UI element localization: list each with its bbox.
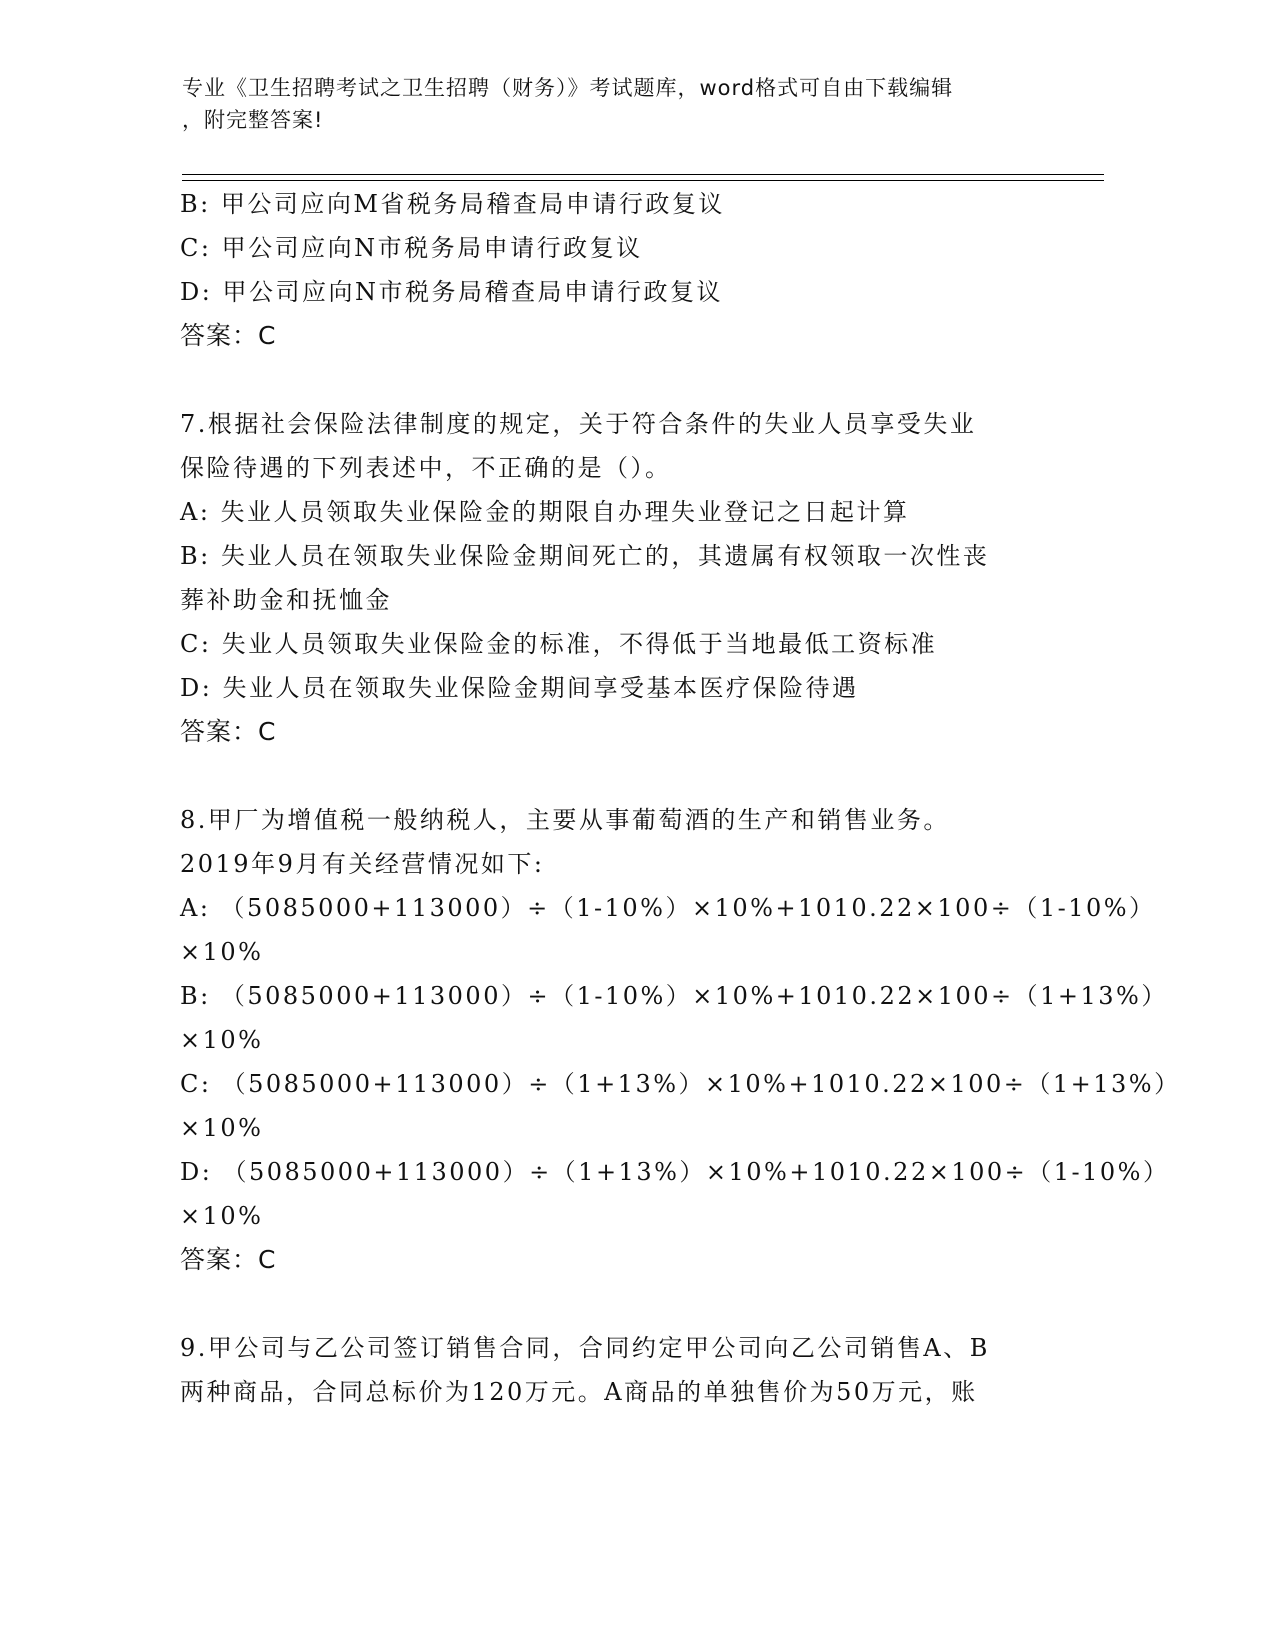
question-9: [180, 1326, 1060, 1414]
q7-option-b-line-1: B: 失业人员在领取失业保险金期间死亡的，其遗属有权领取一次性丧: [180, 542, 990, 570]
q7-option-b-line-2: 葬补助金和抚恤金: [180, 586, 392, 614]
q8-option-c-line-1: C: （5085000+113000）÷（1+13%）×10%+1010.22×100÷（1+13%）: [180, 1070, 1181, 1098]
q7-answer: 答案：C: [180, 717, 277, 746]
question-7: [180, 402, 1060, 754]
question-6-options: [180, 182, 1060, 358]
document-body: [180, 182, 1181, 1414]
q8-option-a-line-1: A: （5085000+113000）÷（1-10%）×10%+1010.22×100÷（1-10%）: [180, 894, 1156, 922]
header-line-2: ，附完整答案!: [182, 108, 324, 132]
q9-stem-line-1: 9.甲公司与乙公司签订销售合同，合同约定甲公司向乙公司销售A、B: [180, 1334, 990, 1362]
q6-option-b: B: 甲公司应向M省税务局稽查局申请行政复议: [180, 190, 725, 218]
q8-answer: 答案：C: [180, 1245, 277, 1274]
q7-option-d: D: 失业人员在领取失业保险金期间享受基本医疗保险待遇: [180, 674, 859, 702]
question-8: [180, 798, 1181, 1282]
q7-stem-line-1: 7.根据社会保险法律制度的规定，关于符合条件的失业人员享受失业: [180, 410, 977, 438]
q6-option-d: D: 甲公司应向N市税务局稽查局申请行政复议: [180, 278, 723, 306]
q8-option-d-line-1: D: （5085000+113000）÷（1+13%）×10%+1010.22×100÷（1-10%）: [180, 1158, 1170, 1186]
document-header: [182, 72, 1042, 136]
q7-stem-line-2: 保险待遇的下列表述中，不正确的是（）。: [180, 454, 672, 482]
q8-stem-line-1: 8.甲厂为增值税一般纳税人，主要从事葡萄酒的生产和销售业务。: [180, 806, 950, 834]
q8-option-b-line-1: B: （5085000+113000）÷（1-10%）×10%+1010.22×100÷（1+13%）: [180, 982, 1168, 1010]
q6-option-c: C: 甲公司应向N市税务局申请行政复议: [180, 234, 643, 262]
spacer: [180, 358, 1060, 402]
header-divider-thick: [182, 180, 1104, 181]
q8-stem-line-2: 2019年9月有关经营情况如下:: [180, 850, 545, 878]
spacer: [180, 754, 1060, 798]
q8-option-c-line-2: ×10%: [180, 1114, 264, 1142]
q8-option-b-line-2: ×10%: [180, 1026, 264, 1054]
spacer: [180, 1282, 1060, 1326]
header-line-1: 专业《卫生招聘考试之卫生招聘（财务）》考试题库，word格式可自由下载编辑: [182, 76, 954, 100]
q7-option-c: C: 失业人员领取失业保险金的标准，不得低于当地最低工资标准: [180, 630, 938, 658]
q9-stem-line-2: 两种商品，合同总标价为120万元。A商品的单独售价为50万元，账: [180, 1378, 978, 1406]
q7-option-a: A: 失业人员领取失业保险金的期限自办理失业登记之日起计算: [180, 498, 910, 526]
q6-answer: 答案：C: [180, 321, 277, 350]
q8-option-d-line-2: ×10%: [180, 1202, 264, 1230]
header-divider-thin: [182, 174, 1104, 175]
q8-option-a-line-2: ×10%: [180, 938, 264, 966]
